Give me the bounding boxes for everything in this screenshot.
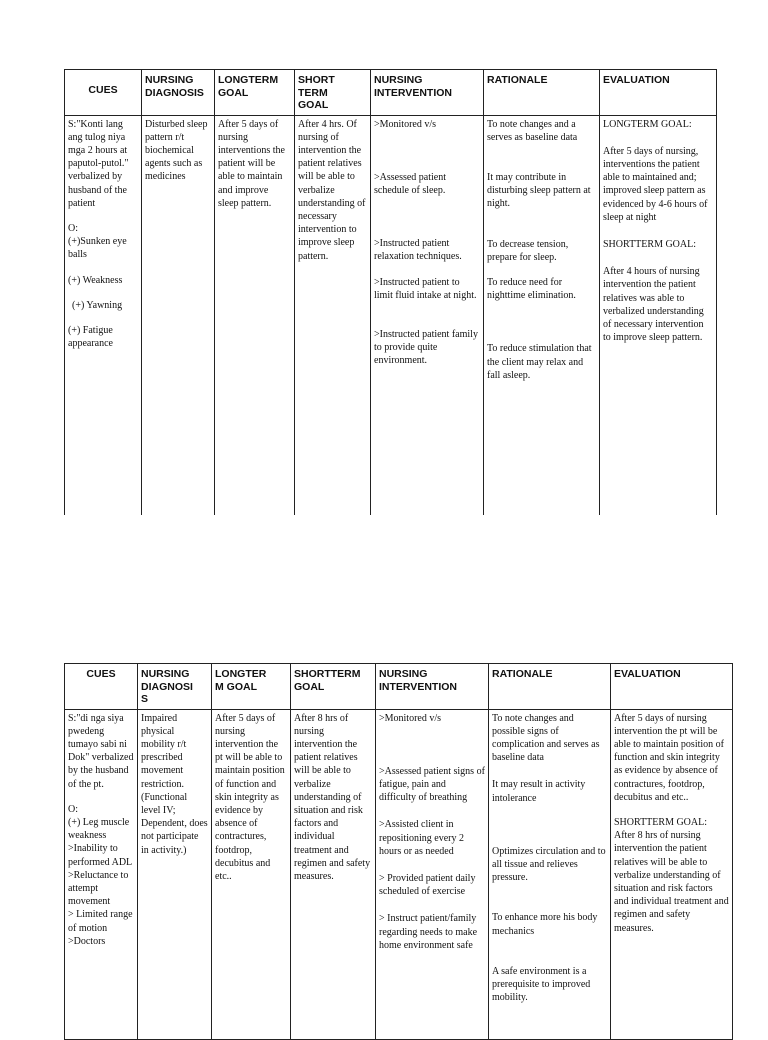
- objective-cue: (+)Sunken eye balls: [68, 236, 127, 261]
- cues-cell: [65, 709, 138, 1039]
- header-rationale: RATIONALE: [484, 70, 600, 116]
- evaluation-heading: LONGTERM GOAL:: [603, 118, 692, 130]
- longterm-goal-cell: After 5 days of nursing intervention the pt will be able to maintain position of function and skin integrity as evidence by absence of contractures, footdrop, decubitus and etc..: [212, 709, 291, 1039]
- header-evaluation: EVALUATION: [611, 664, 733, 710]
- rationale-item: To note changes and possible signs of complication and serves as baseline data: [492, 712, 600, 764]
- table-row: [65, 115, 717, 515]
- table-row: [65, 709, 733, 1039]
- intervention-item: >Monitored v/s: [379, 712, 442, 724]
- header-nursing-diagnosis: NURSING DIAGNOSI S: [138, 664, 212, 710]
- diagnosis-cell: Impaired physical mobility r/t prescribed movement restriction. (Functional level IV; Dependent, does not participate in activity.): [138, 709, 212, 1039]
- rationale-item: It may result in activity intolerance: [492, 779, 586, 804]
- header-rationale: RATIONALE: [489, 664, 611, 710]
- intervention-cell: [376, 709, 489, 1039]
- header-evaluation: EVALUATION: [600, 70, 717, 116]
- rationale-item: To reduce need for nighttime elimination.: [487, 276, 576, 302]
- objective-cue: (+) Yawning: [72, 299, 123, 311]
- rationale-item: To enhance more his body mechanics: [492, 912, 598, 937]
- intervention-item: >Monitored v/s: [374, 118, 437, 130]
- intervention-item: >Instructed patient relaxation techniques.: [374, 238, 462, 263]
- header-longterm-goal: LONGTERM GOAL: [215, 70, 295, 116]
- intervention-item: >Instructed patient to limit fluid intake at night.: [374, 276, 477, 301]
- intervention-item: >Assessed patient signs of fatigue, pain and difficulty of breathing: [379, 765, 485, 804]
- rationale-item: It may contribute in disturbing sleep pattern at night.: [487, 171, 591, 210]
- header-shortterm-goal: SHORT TERM GOAL: [295, 70, 371, 116]
- table-header-row: [65, 70, 717, 116]
- diagnosis-cell: Disturbed sleep pattern r/t biochemical agents such as medicines: [142, 115, 215, 515]
- intervention-item: > Provided patient daily scheduled of exercise: [379, 872, 476, 898]
- objective-label: O:: [68, 222, 78, 234]
- nursing-care-plan-table-sleep: [64, 69, 717, 515]
- rationale-item: To decrease tension, prepare for sleep.: [487, 238, 569, 263]
- evaluation-text: After 5 days of nursing, interventions the patient able to maintained and; improved sleep pattern as evidenced by 4-6 hours of sleep at night: [603, 145, 708, 223]
- header-shortterm-goal: SHORTTERM GOAL: [291, 664, 376, 710]
- intervention-cell: [371, 115, 484, 515]
- intervention-item: >Assessed patient schedule of sleep.: [374, 171, 447, 196]
- objective-cue: (+) Fatigue appearance: [68, 324, 113, 350]
- intervention-item: > Instruct patient/family regarding needs to make home environment safe: [379, 913, 478, 951]
- subjective-cue: S:"di nga siya pwedeng tumayo sabi ni Dok" verbalized by the husband of the pt.: [68, 712, 134, 790]
- objective-cue: O: (+) Leg muscle weakness >Inability to performed ADL >Reluctance to attempt movement > Limited range of motion >Doctors: [68, 803, 133, 947]
- shortterm-goal-cell: After 4 hrs. Of nursing of intervention the patient relatives will be able to verbalize understanding of necessary intervention to improve sleep pattern.: [295, 115, 371, 515]
- header-cues: CUES: [65, 70, 142, 116]
- subjective-cue: S:"Konti lang ang tulog niya mga 2 hours at paputol-putol." verbalized by husband of the patient: [68, 118, 129, 209]
- rationale-item: Optimizes circulation and to all tissue and relieves pressure.: [492, 845, 606, 884]
- evaluation-cell: [600, 115, 717, 515]
- header-nursing-intervention: NURSING INTERVENTION: [371, 70, 484, 116]
- rationale-cell: [484, 115, 600, 515]
- header-nursing-intervention: NURSING INTERVENTION: [376, 664, 489, 710]
- header-longterm-goal: LONGTER M GOAL: [212, 664, 291, 710]
- intervention-item: >Instructed patient family to provide quite environment.: [374, 328, 478, 367]
- shortterm-goal-cell: After 8 hrs of nursing intervention the patient relatives will be able to verbalize understanding of situation and risk factors and individual treatment and regimen and safety measures.: [291, 709, 376, 1039]
- header-cues: CUES: [65, 664, 138, 710]
- evaluation-text: After 5 days of nursing intervention the pt will be able to maintain position of function and skin integrity as evidence by absence of contractures, footdrop, decubitus and etc..: [614, 712, 724, 803]
- table-header-row: [65, 664, 733, 710]
- longterm-goal-cell: After 5 days of nursing interventions the patient will be able to maintain and improve sleep pattern.: [215, 115, 295, 515]
- header-nursing-diagnosis: NURSING DIAGNOSIS: [142, 70, 215, 116]
- nursing-care-plan-table-mobility: [64, 663, 733, 1040]
- evaluation-text: SHORTTERM GOAL: After 8 hrs of nursing intervention the patient relatives will be able to verbalize understanding of situation and risk factors and individual treatment and regimen and safety measures.: [614, 816, 729, 934]
- rationale-item: To note changes and a serves as baseline data: [487, 118, 578, 143]
- evaluation-heading: SHORTTERM GOAL:: [603, 238, 697, 250]
- intervention-item: >Assisted client in repositioning every 2 hours or as needed: [379, 819, 464, 857]
- rationale-cell: [489, 709, 611, 1039]
- rationale-item: A safe environment is a prerequisite to improved mobility.: [492, 965, 591, 1004]
- rationale-item: To reduce stimulation that the client may relax and fall asleep.: [487, 343, 592, 381]
- objective-cue: (+) Weakness: [68, 274, 123, 286]
- evaluation-cell: [611, 709, 733, 1039]
- cues-cell: [65, 115, 142, 515]
- evaluation-text: After 4 hours of nursing intervention the patient relatives was able to verbalized understanding of necessary intervention to improve sleep pattern.: [603, 266, 704, 344]
